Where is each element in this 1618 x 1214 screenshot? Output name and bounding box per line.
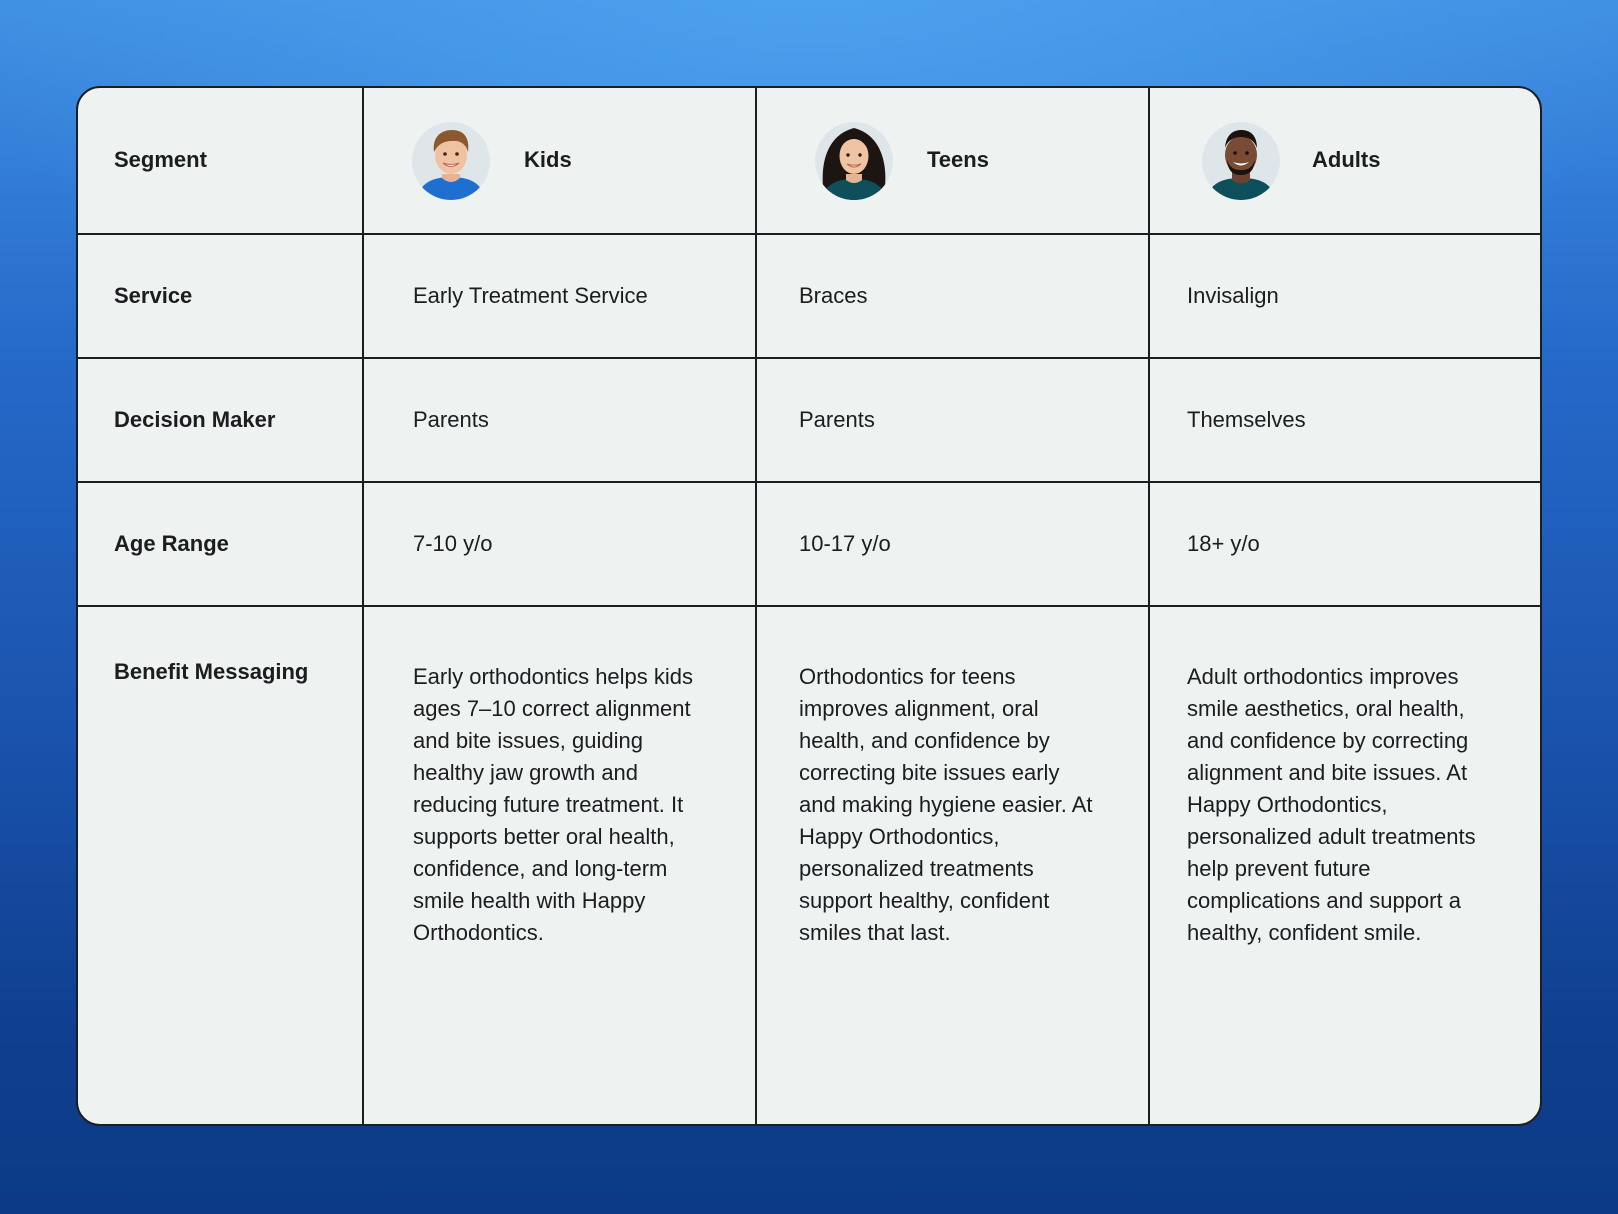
benefit-messaging-teens: Orthodontics for teens improves alignment, oral health, and confidence by correcting bite issues early and making hygiene easier. At Happy Orthodontics, personalized treatments support healthy, confident smiles that last.	[799, 664, 1093, 945]
segment-comparison-table	[76, 86, 1542, 1126]
table-cell	[364, 235, 757, 359]
segment-name-teens: Teens	[927, 147, 989, 173]
row-label-cell	[78, 607, 364, 1124]
segment-header-kids	[364, 88, 757, 235]
service-adults: Invisalign	[1187, 282, 1279, 308]
table-cell	[757, 483, 1150, 607]
decision-maker-kids: Parents	[413, 406, 489, 432]
decision-maker-adults: Themselves	[1187, 406, 1306, 432]
segment-header-label: Segment	[114, 147, 207, 173]
benefit-messaging-kids: Early orthodontics helps kids ages 7–10 correct alignment and bite issues, guiding healthy jaw growth and reducing future treatment. It supports better oral health, confidence, and long-term smile health with Happy Orthodontics.	[413, 664, 694, 945]
age-range-teens: 10-17 y/o	[799, 530, 891, 556]
row-label-cell	[78, 359, 364, 483]
benefit-messaging-adults: Adult orthodontics improves smile aesthetics, oral health, and confidence by correcting alignment and bite issues. At Happy Orthodontics, personalized adult treatments help prevent future complications and support a healthy, confident smile.	[1187, 664, 1476, 945]
decision-maker-row-label: Decision Maker	[114, 406, 276, 432]
adult-portrait-icon	[1202, 122, 1280, 200]
service-row-label: Service	[114, 282, 193, 308]
service-teens: Braces	[799, 282, 868, 308]
decision-maker-teens: Parents	[799, 406, 875, 432]
age-range-row-label: Age Range	[114, 530, 229, 556]
table-cell	[364, 483, 757, 607]
table-cell	[757, 359, 1150, 483]
table-cell	[1150, 483, 1540, 607]
segment-header-adults	[1150, 88, 1540, 235]
table-cell	[1150, 235, 1540, 359]
age-range-kids: 7-10 y/o	[413, 530, 493, 556]
row-label-cell	[78, 235, 364, 359]
kid-portrait-icon	[412, 122, 490, 200]
table-cell	[757, 235, 1150, 359]
benefit-messaging-row-label: Benefit Messaging	[114, 659, 309, 684]
service-kids: Early Treatment Service	[413, 282, 648, 308]
table-cell	[364, 359, 757, 483]
age-range-adults: 18+ y/o	[1187, 530, 1260, 556]
row-label-cell	[78, 483, 364, 607]
table-cell	[364, 607, 757, 1124]
teen-portrait-icon	[815, 122, 893, 200]
table-cell	[1150, 607, 1540, 1124]
segment-name-kids: Kids	[524, 147, 572, 173]
table-cell	[757, 607, 1150, 1124]
header-label-cell	[78, 88, 364, 235]
segment-name-adults: Adults	[1312, 147, 1381, 173]
segment-header-teens	[757, 88, 1150, 235]
table-cell	[1150, 359, 1540, 483]
